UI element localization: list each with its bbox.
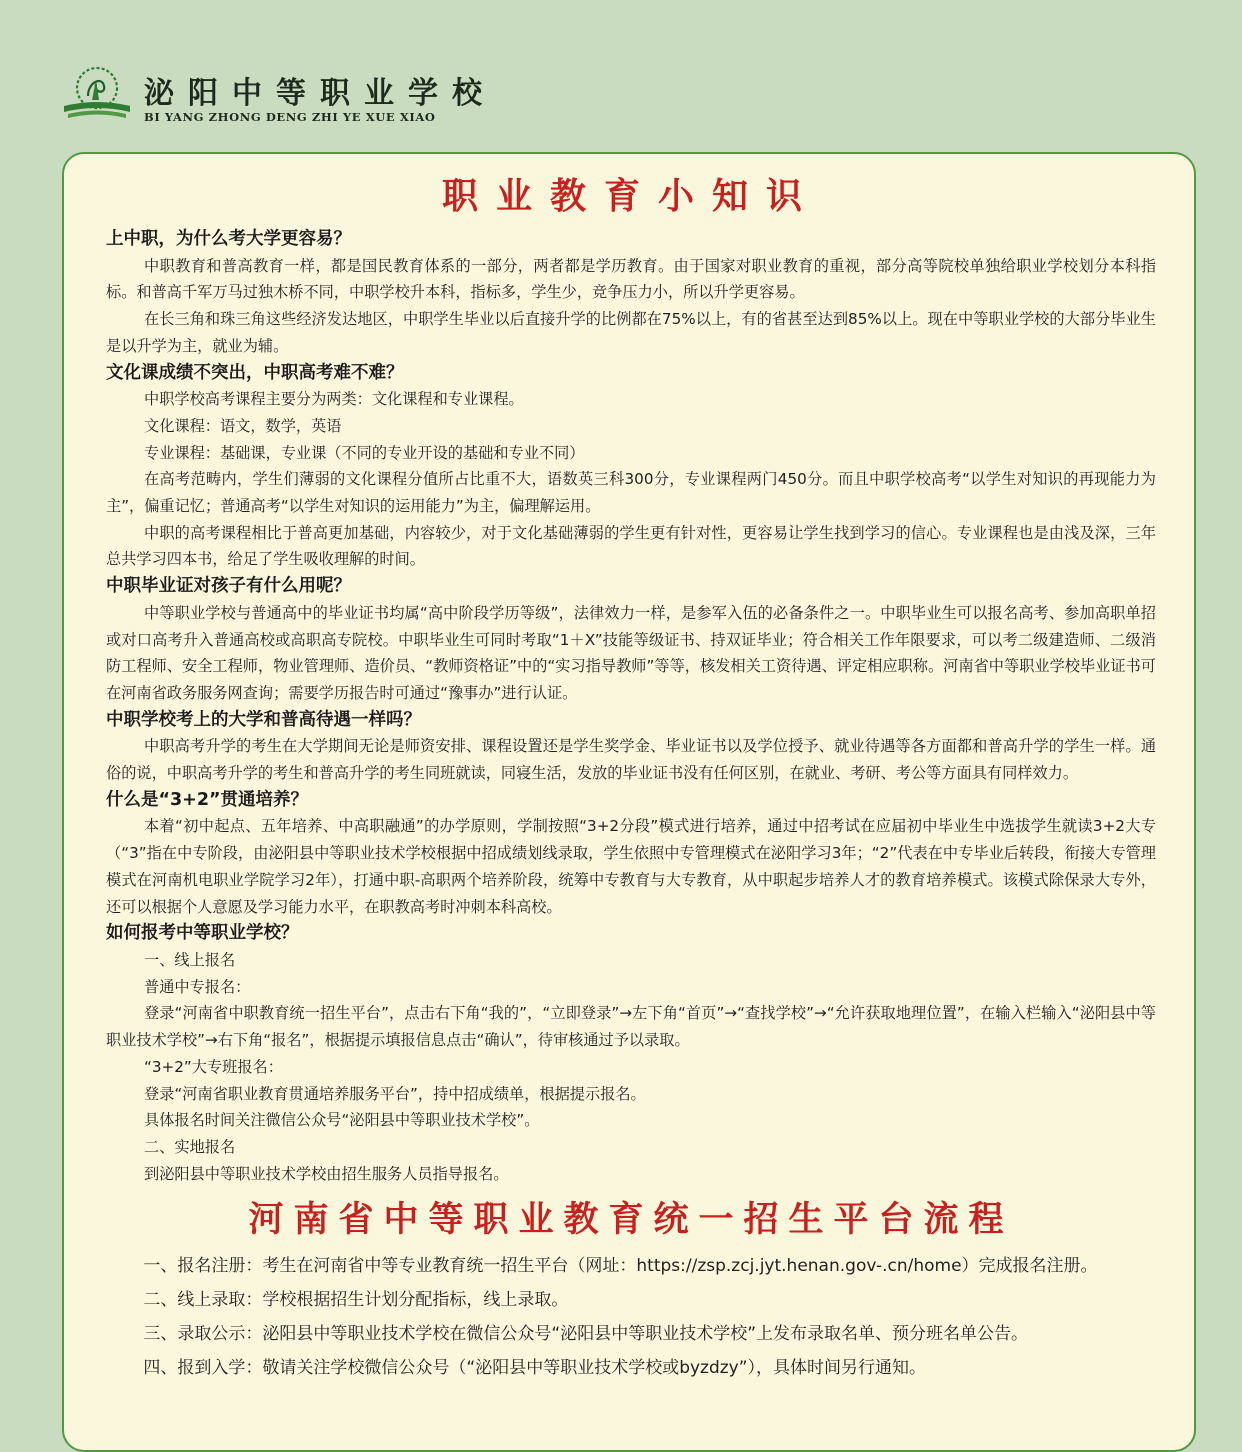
process-step: 四、报到入学：敬请关注学校微信公众号（“泌阳县中等职业技术学校或byzdzy”），具体时间另行通知。 (143, 1358, 927, 1379)
paragraph: 在高考范畴内，学生们薄弱的文化课程分值所占比重不大，语数英三科300分，专业课程两门450分。而且中职学校高考“以学生对知识的再现能力为主”，偏重记忆；普通高考“以学生对知识的运用能力”为主，偏理解运用。 (106, 470, 1156, 516)
content (106, 166, 1156, 1385)
paragraph: 专业课程：基础课，专业课（不同的专业开设的基础和专业不同） (144, 443, 585, 462)
school-logo-icon (58, 62, 136, 126)
list-item: 一、线上报名 (144, 950, 236, 969)
question-heading: 如何报考中等职业学校？ (106, 923, 299, 944)
school-name-cn: 泌阳中等职业学校 (144, 76, 496, 111)
question-heading: 什么是“3+2”贯通培养？ (106, 789, 309, 810)
process-step: 一、报名注册：考生在河南省中等专业教育统一招生平台（网址：https://zsp.zcj.jyt.henan.gov-.cn/home）完成报名注册。 (143, 1256, 1098, 1277)
question-heading: 中职学校考上的大学和普高待遇一样吗？ (106, 709, 421, 730)
knowledge-title: 职业教育小知识 (441, 175, 820, 217)
school-name-en: BI YANG ZHONG DENG ZHI YE XUE XIAO (144, 110, 436, 124)
paragraph: 在长三角和珠三角这些经济发达地区，中职学生毕业以后直接升学的比例都在75%以上，有的省甚至达到85%以上。现在中等职业学校的大部分毕业生是以升学为主，就业为辅。 (106, 310, 1156, 355)
process-step: 三、录取公示：泌阳县中等职业技术学校在微信公众号“泌阳县中等职业技术学校”上发布录取名单、预分班名单公告。 (143, 1324, 1029, 1345)
paragraph: 登录“河南省中职教育统一招生平台”，点击右下角“我的”，“立即登录”→左下角“首页”→“查找学校”→“允许获取地理位置”，在输入栏输入“泌阳县中等职业技术学校”→右下角“报名”，根据提示填报信息点击“确认”，待审核通过予以录取。 (106, 1004, 1156, 1050)
list-item: 二、实地报名 (144, 1137, 236, 1156)
school-header (58, 62, 558, 132)
paragraph: 本着“初中起点、五年培养、中高职融通”的办学原则，学制按照“3+2分段”模式进行培养，通过中招考试在应届初中毕业生中选拔学生就读3+2大专（“3”指在中专阶段，由泌阳县中等职业技术学校根据中招成绩划线录取，学生依照中专管理模式在泌阳学习3年；“2”代表在中专毕业后转段，衔接大专管理模式在河南机电职业学院学习2年），打通中职-高职两个培养阶段，统筹中专教育与大专教育，从中职起步培养人才的教育培养模式。该模式除保录大专外，还可以根据个人意愿及学习能力水平，在职教高考时冲刺本科高校。 (106, 817, 1156, 916)
list-item: 到泌阳县中等职业技术学校由招生服务人员指导报名。 (144, 1164, 509, 1183)
list-item: 登录“河南省职业教育贯通培养服务平台”，持中招成绩单，根据提示报名。 (144, 1084, 646, 1103)
process-step: 二、线上录取：学校根据招生计划分配指标，线上录取。 (143, 1290, 569, 1311)
paragraph: 中等职业学校与普通高中的毕业证书均属“高中阶段学历等级”，法律效力一样，是参军入伍的必备条件之一。中职毕业生可以报名高考、参加高职单招或对口高考升入普通高校或高职高专院校。中职毕业生可同时考取“1＋X”技能等级证书、持双证毕业；符合相关工作年限要求，可以考二级建造师、二级消防工程师、安全工程师，物业管理师、造价员、“教师资格证”中的“实习指导教师”等等，核发相关工资待遇、评定相应职称。河南省中等职业学校毕业证书可在河南省政务服务网查询；需要学历报告时可通过“豫事办”进行认证。 (106, 603, 1156, 702)
question-heading: 上中职，为什么考大学更容易？ (106, 229, 351, 249)
list-item: 具体报名时间关注微信公众号“泌阳县中等职业技术学校”。 (144, 1111, 540, 1130)
list-item: 普通中专报名： (144, 977, 251, 996)
paragraph: 中职高考升学的考生在大学期间无论是师资安排、课程设置还是学生奖学金、毕业证书以及学位授予、就业待遇等各方面都和普高升学的学生一样。通俗的说，中职高考升学的考生和普高升学的考生同班就读，同寝生活，发放的毕业证书没有任何区别，在就业、考研、考公等方面具有同样效力。 (106, 737, 1156, 783)
paragraph: 中职教育和普高教育一样，都是国民教育体系的一部分，两者都是学历教育。由于国家对职业教育的重视，部分高等院校单独给职业学校划分本科指标。和普高千军万马过独木桥不同，中职学校升本科，指标多，学生少，竞争压力小，所以升学更容易。 (106, 256, 1156, 302)
list-item: “3+2”大专班报名： (144, 1057, 283, 1076)
paragraph: 中职的高考课程相比于普高更加基础，内容较少，对于文化基础薄弱的学生更有针对性，更容易让学生找到学习的信心。专业课程也是由浅及深，三年总共学习四本书，给足了学生吸收理解的时间。 (106, 523, 1156, 569)
paragraph: 中职学校高考课程主要分为两类：文化课程和专业课程。 (144, 390, 524, 409)
question-heading: 文化课成绩不突出，中职高考难不难？ (106, 362, 404, 383)
process-title: 河南省中等职业教育统一招生平台流程 (248, 1199, 1014, 1241)
paragraph: 文化课程：语文，数学，英语 (144, 416, 342, 435)
question-heading: 中职毕业证对孩子有什么用呢？ (106, 576, 351, 597)
